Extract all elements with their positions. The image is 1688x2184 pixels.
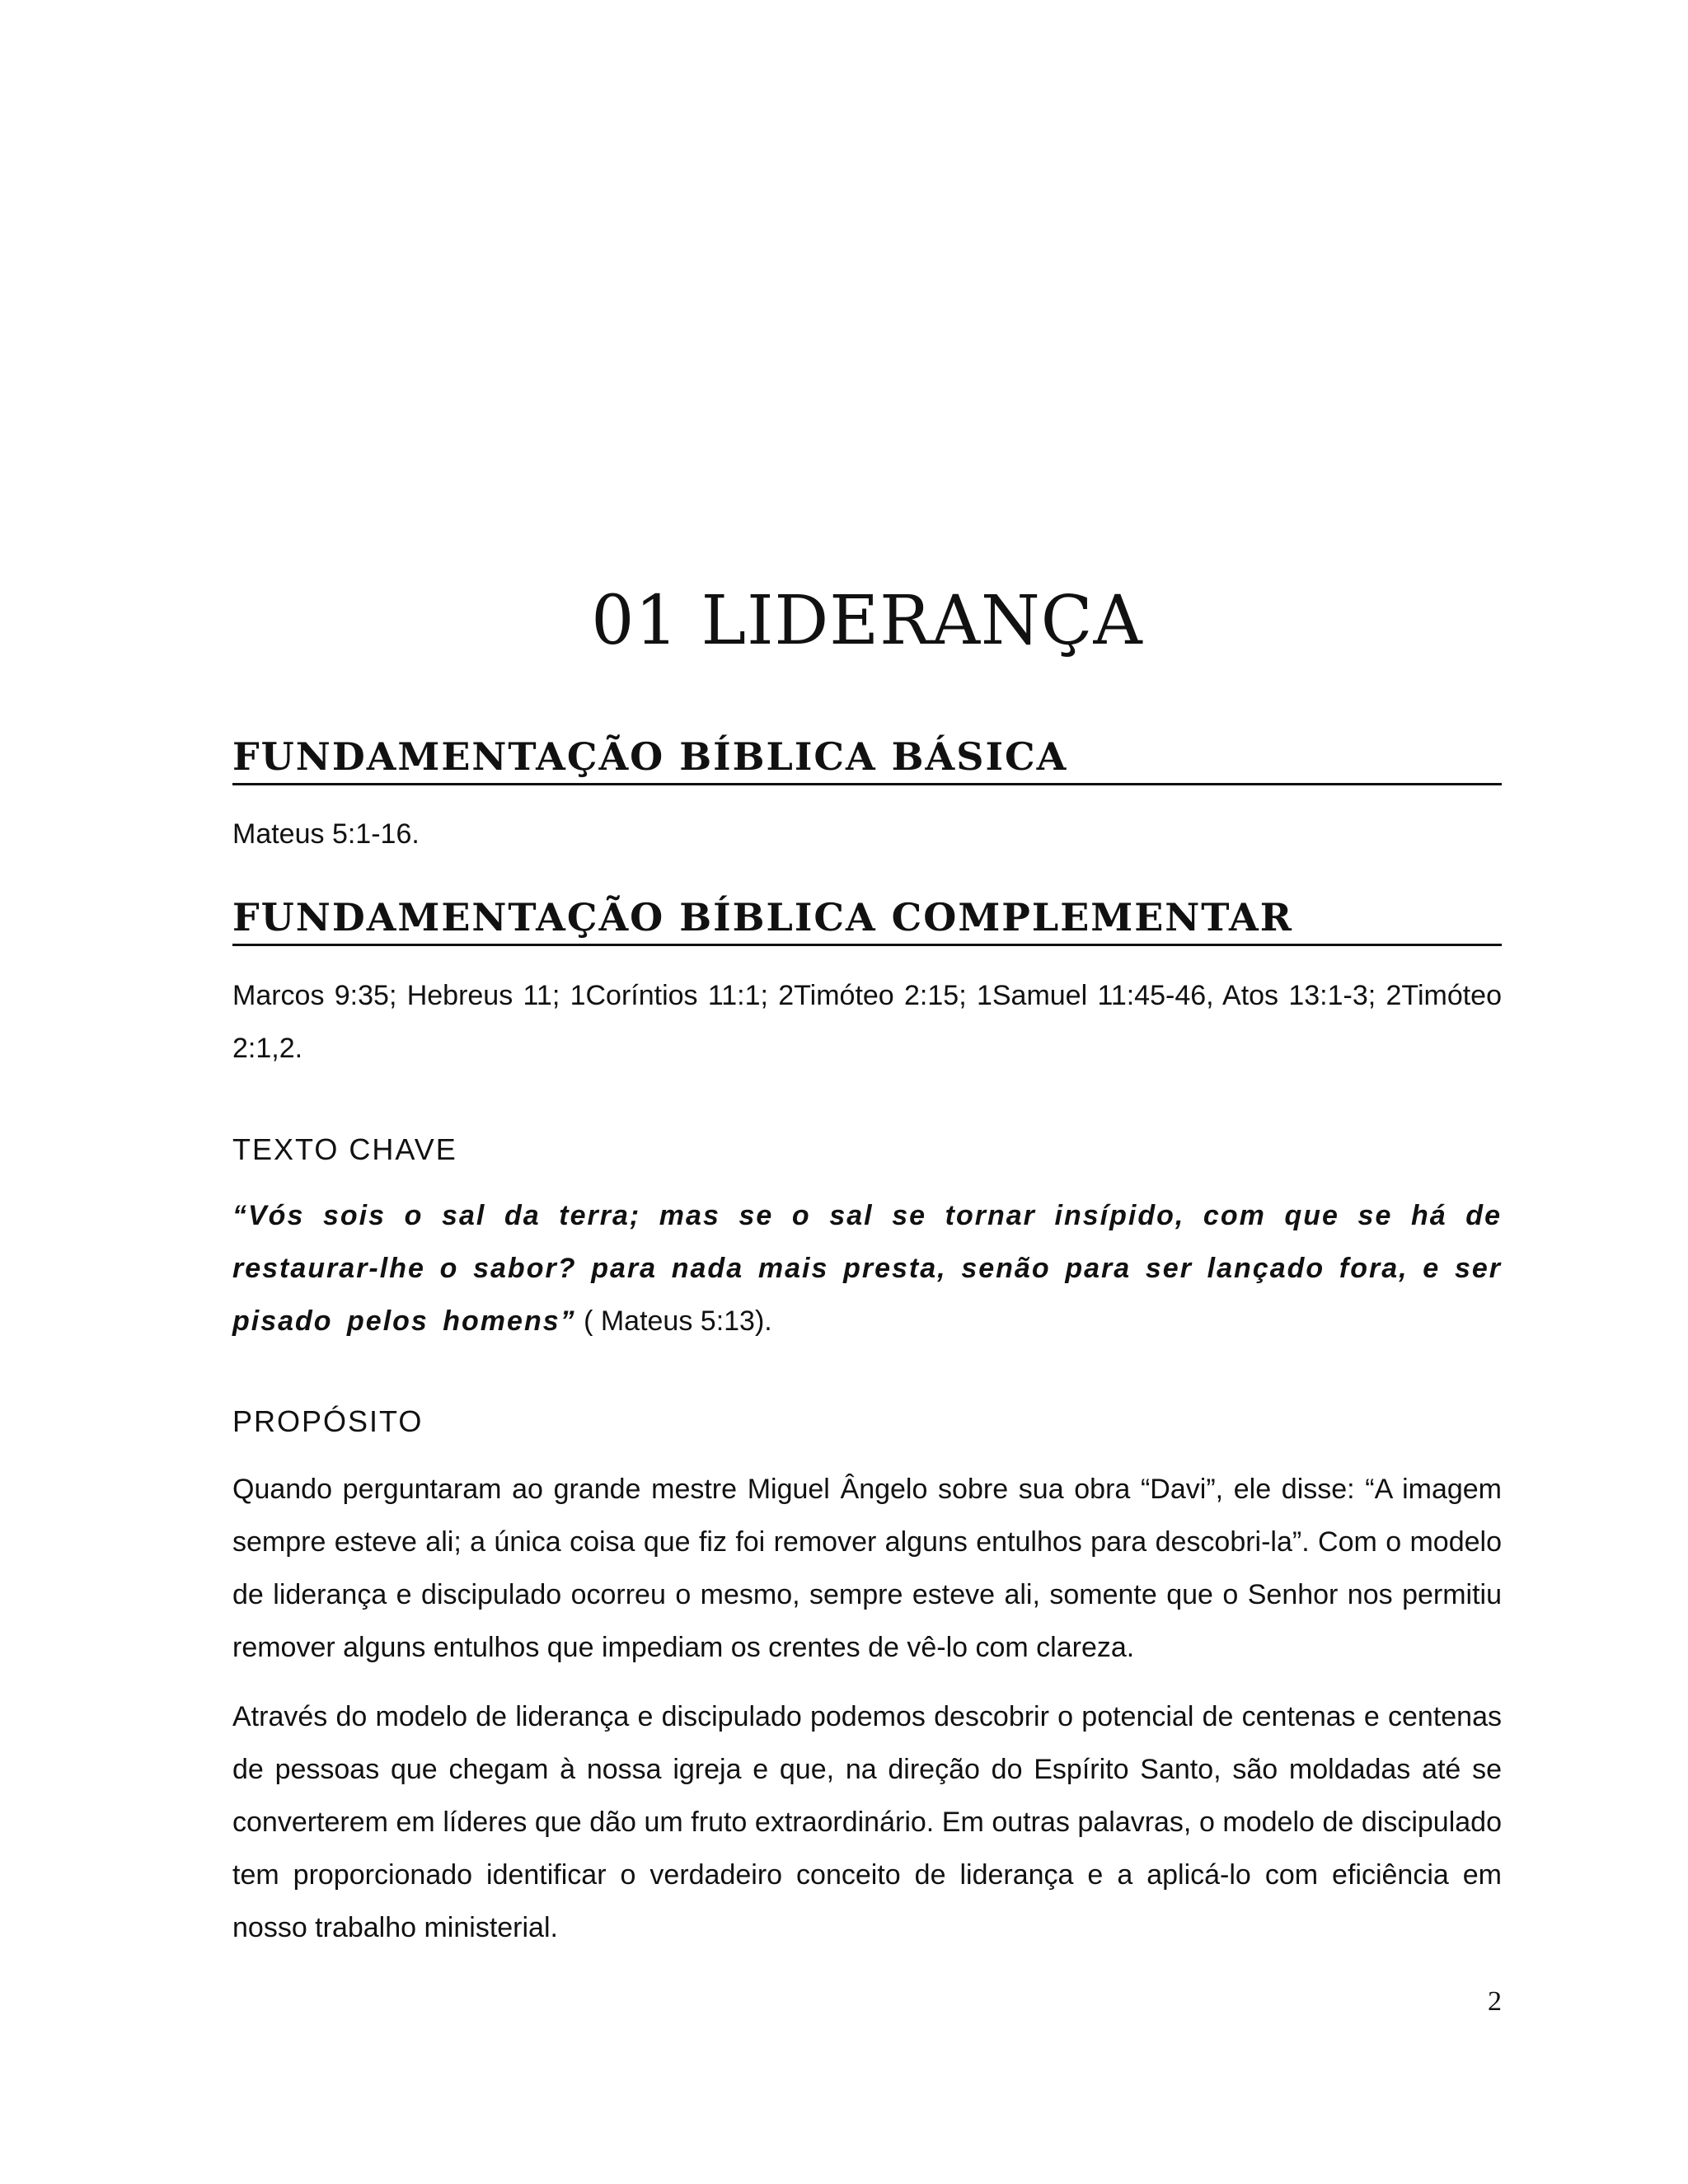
purpose-paragraph-2: Através do modelo de liderança e discipulado podemos descobrir o potencial de centenas e centenas de pessoas que chegam à nossa igreja e que, na direção do Espírito Santo, são moldadas até se converterem em líderes que dão um fruto extraordinário. Em outras palavras, o modelo de discipulado tem proporcionado identificar o verdadeiro conceito de liderança e a aplicá-lo com eficiência em nosso trabalho ministerial.	[232, 1701, 1502, 1943]
key-text-quote: “Vós sois o sal da terra; mas se o sal se tornar insípido, com que se há de restaurar-lhe o sabor? para nada mais presta, senão para ser lançado fora, e ser pisado pelos homens”	[232, 1200, 1502, 1337]
page-number: 2	[1488, 1986, 1502, 2017]
key-text-paragraph	[232, 1189, 1502, 1347]
purpose-heading: PROPÓSITO	[232, 1404, 424, 1438]
chapter-title: 01 LIDERANÇA	[591, 582, 1143, 660]
key-text-reference: ( Mateus 5:13).	[575, 1305, 772, 1337]
basic-foundation-text: Mateus 5:1-16.	[232, 818, 420, 850]
key-text-heading: TEXTO CHAVE	[232, 1132, 457, 1166]
complementary-foundation-heading: FUNDAMENTAÇÃO BÍBLICA COMPLEMENTAR	[232, 897, 1502, 946]
purpose-paragraph-1: Quando perguntaram ao grande mestre Miguel Ângelo sobre sua obra “Davi”, ele disse: “A imagem sempre esteve ali; a única coisa que fiz foi remover alguns entulhos para descobri-la”. Com o modelo de liderança e discipulado ocorreu o mesmo, sempre esteve ali, somente que o Senhor nos permitiu remover alguns entulhos que impediam os crentes de vê-lo com clareza.	[232, 1474, 1502, 1663]
basic-foundation-heading: FUNDAMENTAÇÃO BÍBLICA BÁSICA	[232, 736, 1502, 785]
complementary-foundation-text: Marcos 9:35; Hebreus 11; 1Coríntios 11:1; 2Timóteo 2:15; 1Samuel 11:45-46, Atos 13:1-3; 2Timóteo 2:1,2.	[232, 980, 1502, 1064]
